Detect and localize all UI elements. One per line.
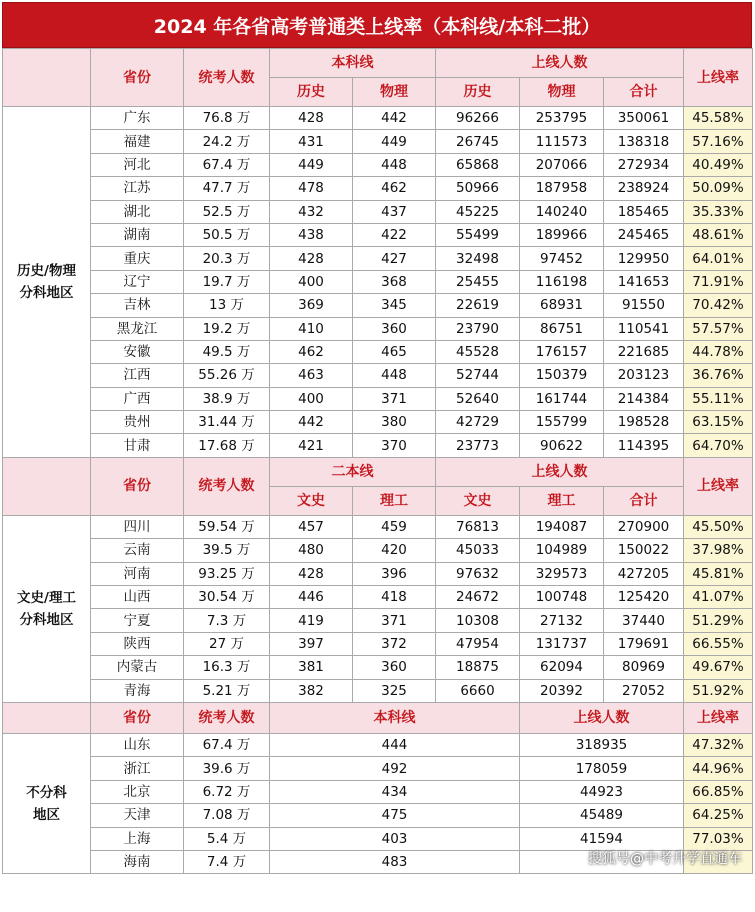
exam-count-cell: 13 万 — [184, 294, 270, 317]
score-line-header: 二本线 — [270, 457, 436, 486]
rate-cell: 41.07% — [684, 586, 753, 609]
province-cell: 吉林 — [91, 294, 184, 317]
pass-count-cell: 155799 — [520, 411, 604, 434]
table-row — [3, 733, 753, 756]
table-row — [3, 153, 753, 176]
pass-total-cell: 272934 — [604, 153, 684, 176]
rate-cell: 44.78% — [684, 340, 753, 363]
rate-cell: 64.70% — [684, 434, 753, 457]
pass-count-cell: 131737 — [520, 632, 604, 655]
table-row — [3, 827, 753, 850]
score-line-cell: 449 — [353, 130, 436, 153]
pass-count-cell: 44923 — [520, 780, 684, 803]
province-cell: 湖北 — [91, 200, 184, 223]
score-line-cell: 403 — [270, 827, 520, 850]
province-cell: 海南 — [91, 850, 184, 873]
table-row — [3, 632, 753, 655]
rate-cell: 51.29% — [684, 609, 753, 632]
rate-cell: 47.32% — [684, 733, 753, 756]
score-line-cell: 428 — [270, 107, 353, 130]
score-line-cell: 434 — [270, 780, 520, 803]
pass-total-cell: 129950 — [604, 247, 684, 270]
exam-count-cell: 76.8 万 — [184, 107, 270, 130]
pass-count-cell: 187958 — [520, 177, 604, 200]
score-line-cell: 381 — [270, 656, 353, 679]
score-line-cell: 431 — [270, 130, 353, 153]
rate-cell: 49.67% — [684, 656, 753, 679]
rate-cell: 51.92% — [684, 679, 753, 702]
region-header-cell — [3, 457, 91, 515]
pass-count-cell: 329573 — [520, 562, 604, 585]
score-line-cell: 475 — [270, 804, 520, 827]
pass-count-cell: 194087 — [520, 515, 604, 538]
table-row — [3, 177, 753, 200]
table-row — [3, 107, 753, 130]
rate-cell: 40.49% — [684, 153, 753, 176]
table-row — [3, 317, 753, 340]
rate-cell: 66.85% — [684, 780, 753, 803]
province-cell: 浙江 — [91, 757, 184, 780]
score-line-cell: 371 — [353, 387, 436, 410]
exam-count-cell: 39.6 万 — [184, 757, 270, 780]
table-row — [3, 609, 753, 632]
exam-count-cell: 39.5 万 — [184, 539, 270, 562]
rate-cell: 55.11% — [684, 387, 753, 410]
score-line-cell: 422 — [353, 223, 436, 246]
pass-total-cell: 198528 — [604, 411, 684, 434]
rate-cell: 63.15% — [684, 411, 753, 434]
header-row — [3, 457, 753, 486]
table-row — [3, 294, 753, 317]
score-line-cell: 492 — [270, 757, 520, 780]
rate-cell: 48.61% — [684, 223, 753, 246]
pass-count-cell: 189966 — [520, 223, 604, 246]
pass-count-cell: 104989 — [520, 539, 604, 562]
exam-count-header: 统考人数 — [184, 457, 270, 515]
pass-count-cell: 32498 — [436, 247, 520, 270]
pass-count-cell: 41594 — [520, 827, 684, 850]
rate-cell: 45.81% — [684, 562, 753, 585]
score-line-cell: 428 — [270, 247, 353, 270]
pass-total-cell: 238924 — [604, 177, 684, 200]
exam-count-cell: 7.3 万 — [184, 609, 270, 632]
score-line-cell: 427 — [353, 247, 436, 270]
pass-count-cell: 45033 — [436, 539, 520, 562]
table-row — [3, 757, 753, 780]
score-line-header: 本科线 — [270, 49, 436, 78]
score-line-cell: 438 — [270, 223, 353, 246]
score-line-cell: 382 — [270, 679, 353, 702]
pass-total-cell: 141653 — [604, 270, 684, 293]
province-cell: 广西 — [91, 387, 184, 410]
header-row — [3, 49, 753, 78]
score-line-cell: 428 — [270, 562, 353, 585]
table-row — [3, 340, 753, 363]
score-line-cell: 483 — [270, 850, 520, 873]
table-row — [3, 804, 753, 827]
pass-total-cell: 214384 — [604, 387, 684, 410]
pass-count-cell: 50966 — [436, 177, 520, 200]
rate-cell: 77.03% — [684, 827, 753, 850]
table-title: 2024 年各省高考普通类上线率（本科线/本科二批） — [2, 2, 752, 48]
pass-count-header: 上线人数 — [520, 702, 684, 733]
exam-count-cell: 52.5 万 — [184, 200, 270, 223]
score-line-cell: 432 — [270, 200, 353, 223]
score-line-sub-header: 文史 — [270, 486, 353, 515]
rate-cell: 36.76% — [684, 364, 753, 387]
pass-count-cell: 97632 — [436, 562, 520, 585]
score-line-cell: 418 — [353, 586, 436, 609]
score-line-cell: 370 — [353, 434, 436, 457]
pass-count-cell: 207066 — [520, 153, 604, 176]
pass-count-cell: 22619 — [436, 294, 520, 317]
region-label: 文史/理工 分科地区 — [3, 515, 91, 702]
exam-count-cell: 38.9 万 — [184, 387, 270, 410]
table-row — [3, 562, 753, 585]
pass-total-cell: 80969 — [604, 656, 684, 679]
table-row — [3, 387, 753, 410]
pass-count-sub-header: 合计 — [604, 486, 684, 515]
exam-count-cell: 17.68 万 — [184, 434, 270, 457]
pass-count-header: 上线人数 — [436, 457, 684, 486]
pass-total-cell: 37440 — [604, 609, 684, 632]
exam-count-cell: 50.5 万 — [184, 223, 270, 246]
exam-count-cell: 19.7 万 — [184, 270, 270, 293]
pass-count-cell: 26745 — [436, 130, 520, 153]
score-line-cell: 449 — [270, 153, 353, 176]
pass-count-cell: 55499 — [436, 223, 520, 246]
pass-total-cell: 110541 — [604, 317, 684, 340]
pass-count-sub-header: 历史 — [436, 78, 520, 107]
exam-count-cell: 27 万 — [184, 632, 270, 655]
score-line-cell: 480 — [270, 539, 353, 562]
score-line-cell: 463 — [270, 364, 353, 387]
exam-count-cell: 7.4 万 — [184, 850, 270, 873]
exam-count-cell: 30.54 万 — [184, 586, 270, 609]
province-cell: 江苏 — [91, 177, 184, 200]
pass-count-cell: 161744 — [520, 387, 604, 410]
exam-count-cell: 31.44 万 — [184, 411, 270, 434]
score-line-cell: 442 — [270, 411, 353, 434]
pass-count-cell: 90622 — [520, 434, 604, 457]
exam-count-cell: 20.3 万 — [184, 247, 270, 270]
pass-count-cell: 23773 — [436, 434, 520, 457]
score-line-cell: 462 — [270, 340, 353, 363]
score-line-cell: 360 — [353, 317, 436, 340]
pass-count-cell: 52744 — [436, 364, 520, 387]
pass-count-cell: 178059 — [520, 757, 684, 780]
pass-count-cell: 253795 — [520, 107, 604, 130]
score-line-cell: 462 — [353, 177, 436, 200]
score-line-cell: 372 — [353, 632, 436, 655]
exam-count-cell: 67.4 万 — [184, 733, 270, 756]
rate-header: 上线率 — [684, 457, 753, 515]
pass-count-sub-header: 文史 — [436, 486, 520, 515]
region-label: 不分科 地区 — [3, 733, 91, 873]
table-row — [3, 780, 753, 803]
table-row — [3, 434, 753, 457]
province-cell: 贵州 — [91, 411, 184, 434]
admission-rate-table — [2, 48, 753, 874]
pass-count-cell: 42729 — [436, 411, 520, 434]
exam-count-cell: 5.4 万 — [184, 827, 270, 850]
table-row — [3, 364, 753, 387]
pass-count-cell: 96266 — [436, 107, 520, 130]
table-row — [3, 247, 753, 270]
pass-total-cell: 270900 — [604, 515, 684, 538]
pass-count-cell: 100748 — [520, 586, 604, 609]
pass-total-cell: 245465 — [604, 223, 684, 246]
province-cell: 甘肃 — [91, 434, 184, 457]
province-cell: 陕西 — [91, 632, 184, 655]
score-line-header: 本科线 — [270, 702, 520, 733]
score-line-cell: 369 — [270, 294, 353, 317]
pass-count-cell: 6660 — [436, 679, 520, 702]
pass-total-cell: 114395 — [604, 434, 684, 457]
pass-total-cell: 150022 — [604, 539, 684, 562]
score-line-cell: 459 — [353, 515, 436, 538]
rate-cell: 35.33% — [684, 200, 753, 223]
pass-count-cell: 45225 — [436, 200, 520, 223]
score-line-cell: 465 — [353, 340, 436, 363]
rate-cell: 57.16% — [684, 130, 753, 153]
province-cell: 宁夏 — [91, 609, 184, 632]
province-cell: 天津 — [91, 804, 184, 827]
exam-count-cell: 6.72 万 — [184, 780, 270, 803]
province-cell: 福建 — [91, 130, 184, 153]
pass-count-cell: 176157 — [520, 340, 604, 363]
score-line-cell: 419 — [270, 609, 353, 632]
exam-count-cell: 24.2 万 — [184, 130, 270, 153]
score-line-cell: 478 — [270, 177, 353, 200]
province-cell: 云南 — [91, 539, 184, 562]
pass-count-cell: 27132 — [520, 609, 604, 632]
table-row — [3, 223, 753, 246]
province-cell: 山西 — [91, 586, 184, 609]
rate-cell: 71.91% — [684, 270, 753, 293]
pass-count-cell: 24672 — [436, 586, 520, 609]
pass-total-cell: 185465 — [604, 200, 684, 223]
pass-count-cell: 116198 — [520, 270, 604, 293]
province-cell: 辽宁 — [91, 270, 184, 293]
province-cell: 内蒙古 — [91, 656, 184, 679]
pass-count-sub-header: 合计 — [604, 78, 684, 107]
pass-count-cell: 68931 — [520, 294, 604, 317]
pass-count-header: 上线人数 — [436, 49, 684, 78]
region-header-cell — [3, 49, 91, 107]
pass-count-cell: 86751 — [520, 317, 604, 340]
table-row — [3, 586, 753, 609]
table-row — [3, 515, 753, 538]
rate-cell: 37.98% — [684, 539, 753, 562]
pass-count-cell: 47954 — [436, 632, 520, 655]
table-row — [3, 679, 753, 702]
rate-header: 上线率 — [684, 702, 753, 733]
pass-count-cell: 65868 — [436, 153, 520, 176]
province-cell: 北京 — [91, 780, 184, 803]
exam-count-cell: 5.21 万 — [184, 679, 270, 702]
pass-count-cell: 20392 — [520, 679, 604, 702]
table-row — [3, 270, 753, 293]
rate-cell: 50.09% — [684, 177, 753, 200]
header-row — [3, 702, 753, 733]
score-line-sub-header: 历史 — [270, 78, 353, 107]
pass-count-cell: 150379 — [520, 364, 604, 387]
score-line-cell: 325 — [353, 679, 436, 702]
rate-cell: 45.50% — [684, 515, 753, 538]
pass-total-cell: 125420 — [604, 586, 684, 609]
province-cell: 安徽 — [91, 340, 184, 363]
score-line-cell: 446 — [270, 586, 353, 609]
score-line-cell: 396 — [353, 562, 436, 585]
province-cell: 湖南 — [91, 223, 184, 246]
table-row — [3, 130, 753, 153]
exam-count-header: 统考人数 — [184, 702, 270, 733]
table-body — [3, 49, 753, 874]
province-header: 省份 — [91, 49, 184, 107]
score-line-cell: 360 — [353, 656, 436, 679]
pass-count-cell: 318935 — [520, 733, 684, 756]
rate-cell: 57.57% — [684, 317, 753, 340]
score-line-cell: 371 — [353, 609, 436, 632]
pass-total-cell: 221685 — [604, 340, 684, 363]
score-line-cell: 380 — [353, 411, 436, 434]
province-cell: 河南 — [91, 562, 184, 585]
exam-count-cell: 7.08 万 — [184, 804, 270, 827]
rate-cell: 70.42% — [684, 294, 753, 317]
score-line-cell: 410 — [270, 317, 353, 340]
province-cell: 山东 — [91, 733, 184, 756]
score-line-cell: 420 — [353, 539, 436, 562]
pass-total-cell: 138318 — [604, 130, 684, 153]
score-line-cell: 397 — [270, 632, 353, 655]
pass-total-cell: 203123 — [604, 364, 684, 387]
exam-count-cell: 19.2 万 — [184, 317, 270, 340]
score-line-cell: 368 — [353, 270, 436, 293]
table-row — [3, 539, 753, 562]
province-cell: 河北 — [91, 153, 184, 176]
score-line-cell: 400 — [270, 387, 353, 410]
table-row — [3, 200, 753, 223]
exam-count-cell: 55.26 万 — [184, 364, 270, 387]
score-line-cell: 457 — [270, 515, 353, 538]
rate-cell: 45.58% — [684, 107, 753, 130]
rate-cell: 66.55% — [684, 632, 753, 655]
pass-count-cell: 52640 — [436, 387, 520, 410]
rate-cell: 64.25% — [684, 804, 753, 827]
pass-total-cell: 91550 — [604, 294, 684, 317]
pass-total-cell: 179691 — [604, 632, 684, 655]
table-wrapper — [2, 2, 752, 874]
rate-cell: 44.96% — [684, 757, 753, 780]
table-row — [3, 411, 753, 434]
pass-count-cell: 45489 — [520, 804, 684, 827]
score-line-cell: 400 — [270, 270, 353, 293]
rate-header: 上线率 — [684, 49, 753, 107]
pass-count-sub-header: 理工 — [520, 486, 604, 515]
pass-count-cell: 18875 — [436, 656, 520, 679]
pass-count-cell: 23790 — [436, 317, 520, 340]
pass-total-cell: 27052 — [604, 679, 684, 702]
province-cell: 青海 — [91, 679, 184, 702]
pass-count-cell: 10308 — [436, 609, 520, 632]
pass-total-cell: 350061 — [604, 107, 684, 130]
region-header-cell — [3, 702, 91, 733]
score-line-sub-header: 理工 — [353, 486, 436, 515]
exam-count-cell: 16.3 万 — [184, 656, 270, 679]
score-line-cell: 448 — [353, 153, 436, 176]
rate-cell: 64.01% — [684, 247, 753, 270]
pass-count-cell: 76813 — [436, 515, 520, 538]
pass-count-cell: 97452 — [520, 247, 604, 270]
province-cell: 江西 — [91, 364, 184, 387]
pass-count-cell: 45528 — [436, 340, 520, 363]
pass-count-cell: 140240 — [520, 200, 604, 223]
exam-count-cell: 67.4 万 — [184, 153, 270, 176]
pass-count-cell: 25455 — [436, 270, 520, 293]
pass-count-cell: 111573 — [520, 130, 604, 153]
score-line-sub-header: 物理 — [353, 78, 436, 107]
province-cell: 黑龙江 — [91, 317, 184, 340]
score-line-cell: 345 — [353, 294, 436, 317]
province-cell: 广东 — [91, 107, 184, 130]
exam-count-cell: 93.25 万 — [184, 562, 270, 585]
exam-count-cell: 47.7 万 — [184, 177, 270, 200]
pass-count-cell: 62094 — [520, 656, 604, 679]
exam-count-cell: 59.54 万 — [184, 515, 270, 538]
exam-count-cell: 49.5 万 — [184, 340, 270, 363]
score-line-cell: 421 — [270, 434, 353, 457]
score-line-cell: 444 — [270, 733, 520, 756]
score-line-cell: 437 — [353, 200, 436, 223]
pass-total-cell: 427205 — [604, 562, 684, 585]
exam-count-header: 统考人数 — [184, 49, 270, 107]
province-cell: 上海 — [91, 827, 184, 850]
province-cell: 重庆 — [91, 247, 184, 270]
province-cell: 四川 — [91, 515, 184, 538]
province-header: 省份 — [91, 702, 184, 733]
score-line-cell: 442 — [353, 107, 436, 130]
province-header: 省份 — [91, 457, 184, 515]
pass-count-sub-header: 物理 — [520, 78, 604, 107]
score-line-cell: 448 — [353, 364, 436, 387]
region-label: 历史/物理 分科地区 — [3, 107, 91, 458]
table-row — [3, 656, 753, 679]
watermark: 搜狐号@中考升学直通车 — [588, 851, 742, 868]
